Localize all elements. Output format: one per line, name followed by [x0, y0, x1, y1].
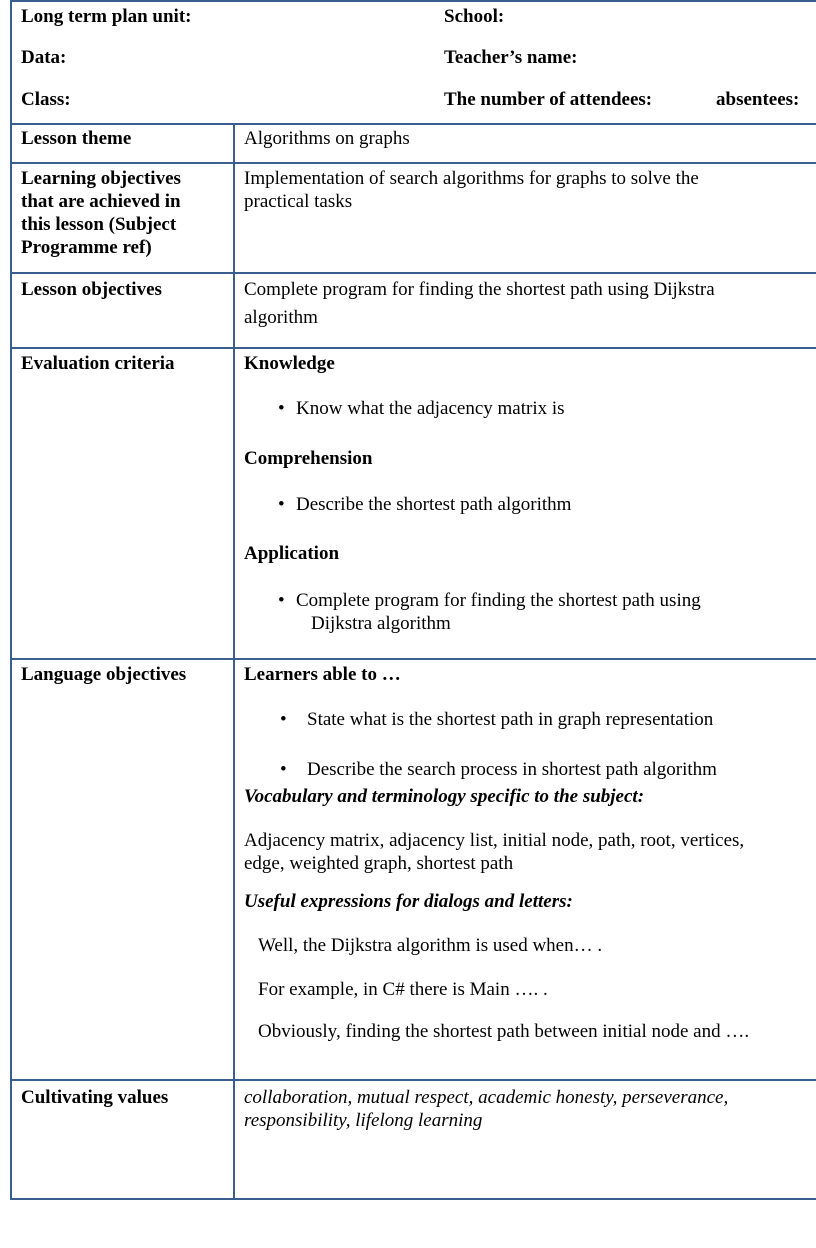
- vocabulary-line: Adjacency matrix, adjacency list, initial node, path, root, vertices,: [244, 830, 745, 851]
- lesson-objectives-label: Lesson objectives: [21, 279, 162, 300]
- cultivating-values-line: responsibility, lifelong learning: [244, 1110, 483, 1131]
- language-item-1: State what is the shortest path in graph representation: [307, 709, 714, 730]
- knowledge-heading: Knowledge: [244, 353, 335, 374]
- attendees-label: The number of attendees:: [444, 89, 653, 110]
- row-divider-language: [10, 1079, 816, 1081]
- expression-1: Well, the Dijkstra algorithm is used when… .: [258, 935, 603, 956]
- lesson-theme-label: Lesson theme: [21, 128, 132, 149]
- learning-objectives-value-line: Implementation of search algorithms for graphs to solve the: [244, 168, 699, 189]
- expressions-heading: Useful expressions for dialogs and letters:: [244, 891, 573, 912]
- expression-2: For example, in C# there is Main …. .: [258, 979, 548, 1000]
- row-divider-evaluation: [10, 658, 816, 660]
- learning-objectives-label-line: Learning objectives: [21, 168, 181, 189]
- comprehension-item: Describe the shortest path algorithm: [296, 494, 572, 515]
- application-item-line: Dijkstra algorithm: [311, 613, 451, 634]
- cultivating-values-label: Cultivating values: [21, 1087, 169, 1108]
- lesson-theme-value: Algorithms on graphs: [244, 128, 410, 149]
- application-heading: Application: [244, 543, 340, 564]
- row-divider-learning: [10, 272, 816, 274]
- long-term-plan-unit-label: Long term plan unit:: [21, 6, 192, 27]
- row-divider-header: [10, 123, 816, 125]
- lesson-objectives-value-line: Complete program for finding the shortest path using Dijkstra: [244, 279, 715, 300]
- learning-objectives-label-line: this lesson (Subject: [21, 214, 177, 235]
- bullet-icon: •: [278, 494, 285, 515]
- date-label: Data:: [21, 47, 67, 68]
- cultivating-values-line: collaboration, mutual respect, academic honesty, perseverance,: [244, 1087, 729, 1108]
- expression-3: Obviously, finding the shortest path between initial node and ….: [258, 1021, 750, 1042]
- absentees-label: absentees:: [716, 89, 800, 110]
- bullet-icon: •: [278, 590, 285, 611]
- teacher-name-label: Teacher’s name:: [444, 47, 578, 68]
- school-label: School:: [444, 6, 505, 27]
- language-item-2: Describe the search process in shortest path algorithm: [307, 759, 717, 780]
- bullet-icon: •: [278, 398, 285, 419]
- learning-objectives-value-line: practical tasks: [244, 191, 353, 212]
- bullet-icon: •: [280, 709, 287, 730]
- language-objectives-label: Language objectives: [21, 664, 187, 685]
- lesson-objectives-value-line: algorithm: [244, 307, 318, 328]
- row-divider-lesson-objectives: [10, 347, 816, 349]
- comprehension-heading: Comprehension: [244, 448, 373, 469]
- learning-objectives-label-line: that are achieved in: [21, 191, 181, 212]
- table-top-border: [10, 0, 816, 2]
- lesson-plan-document: [10, 0, 816, 1200]
- application-item-line: Complete program for finding the shortest path using: [296, 590, 701, 611]
- vocabulary-heading: Vocabulary and terminology specific to the subject:: [244, 786, 645, 807]
- column-divider: [233, 124, 235, 1200]
- table-left-border: [10, 0, 12, 1200]
- knowledge-item: Know what the adjacency matrix is: [296, 398, 565, 419]
- vocabulary-line: edge, weighted graph, shortest path: [244, 853, 514, 874]
- evaluation-criteria-label: Evaluation criteria: [21, 353, 175, 374]
- bullet-icon: •: [280, 759, 287, 780]
- class-label: Class:: [21, 89, 71, 110]
- row-divider-theme: [10, 162, 816, 164]
- learners-able-heading: Learners able to …: [244, 664, 401, 685]
- table-bottom-border: [10, 1198, 816, 1200]
- learning-objectives-label-line: Programme ref): [21, 237, 152, 258]
